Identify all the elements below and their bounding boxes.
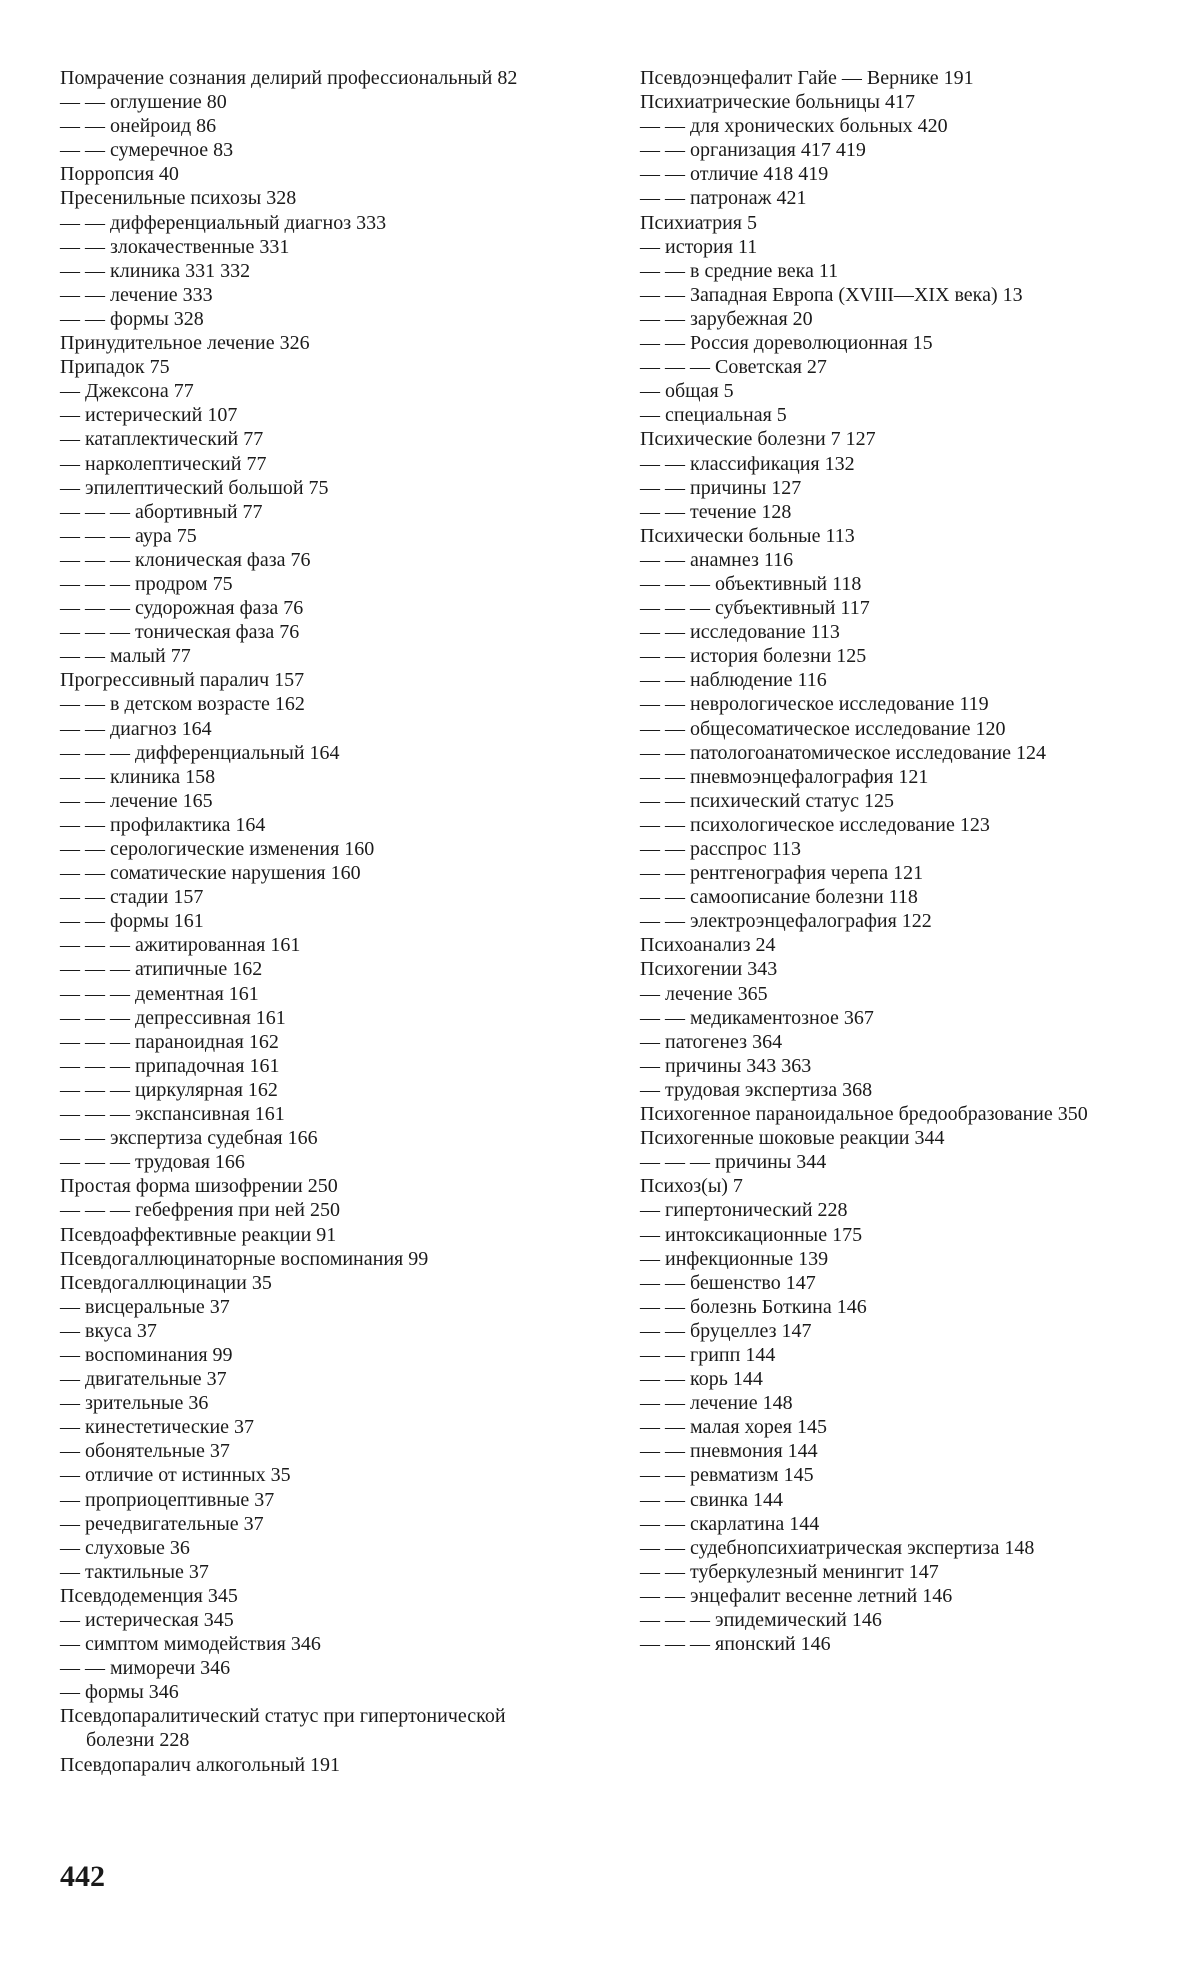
- index-entry: — — лечение 148: [640, 1392, 793, 1415]
- index-entry: — — — причины 344: [640, 1151, 827, 1174]
- index-entry: — нарколептический 77: [60, 452, 267, 475]
- index-entry: — — общесоматическое исследование 120: [640, 717, 1006, 740]
- index-entry: Психогенные шоковые реакции 344: [640, 1127, 945, 1150]
- index-entry: — отличие от истинных 35: [60, 1464, 291, 1487]
- index-entry: — — — параноидная 162: [60, 1030, 279, 1053]
- index-entry: — — малый 77: [60, 645, 191, 668]
- index-entry: — — — трудовая 166: [60, 1151, 245, 1174]
- left-index-column: [60, 66, 550, 1777]
- index-entry: — — — атипичные 162: [60, 958, 263, 981]
- index-entry: — слуховые 36: [60, 1536, 190, 1559]
- index-entry: — патогенез 364: [640, 1030, 783, 1053]
- index-entry: — история 11: [640, 235, 758, 258]
- index-entry: — — скарлатина 144: [640, 1512, 820, 1535]
- index-entry: — — судебнопсихиатрическая экспертиза 148: [640, 1536, 1035, 1559]
- index-entry: — — пневмония 144: [640, 1440, 818, 1463]
- index-entry: — лечение 365: [640, 982, 768, 1005]
- index-entry: — — зарубежная 20: [640, 307, 813, 330]
- index-entry: — — электроэнцефалография 122: [640, 910, 932, 933]
- index-entry: — — лечение 333: [60, 283, 213, 306]
- index-entry: Психоанализ 24: [640, 934, 776, 957]
- index-entry: — — патронаж 421: [640, 187, 807, 210]
- index-entry: — висцеральные 37: [60, 1295, 230, 1318]
- index-entry: — — — циркулярная 162: [60, 1078, 278, 1101]
- index-entry: — — клиника 158: [60, 765, 216, 788]
- index-entry: Пресенильные психозы 328: [60, 187, 297, 210]
- index-entry: — зрительные 36: [60, 1392, 209, 1415]
- index-entry: — трудовая экспертиза 368: [640, 1078, 873, 1101]
- index-entry: — — свинка 144: [640, 1488, 784, 1511]
- index-entry: — — формы 328: [60, 307, 204, 330]
- index-entry: Псевдогаллюцинаторные воспоминания 99: [60, 1247, 429, 1270]
- index-entry: — — бруцеллез 147: [640, 1319, 812, 1342]
- index-entry: — — онейроид 86: [60, 115, 217, 138]
- index-entry: — кинестетические 37: [60, 1416, 255, 1439]
- index-entry: — — — клоническая фаза 76: [60, 548, 311, 571]
- index-entry: — — — эпидемический 146: [640, 1609, 882, 1631]
- index-entry: Помрачение сознания делирий профессиональный 82: [60, 67, 518, 89]
- index-entry: — — Россия дореволюционная 15: [640, 332, 933, 355]
- index-entry: — — отличие 418 419: [640, 163, 829, 186]
- index-entry: Псевдопаралитический статус при гипертонической болезни 228: [60, 1705, 506, 1752]
- index-entry: — Джексона 77: [60, 380, 194, 403]
- index-entry: — — туберкулезный менингит 147: [640, 1560, 939, 1583]
- index-entry: — — — дифференциальный 164: [60, 741, 340, 764]
- index-entry: — — — дементная 161: [60, 982, 259, 1005]
- index-entry: — — — объективный 118: [640, 572, 862, 595]
- index-entry: — — диагноз 164: [60, 717, 212, 740]
- index-entry: — речедвигательные 37: [60, 1512, 264, 1535]
- index-entry: — — наблюдение 116: [640, 669, 827, 692]
- index-entry: — воспоминания 99: [60, 1343, 233, 1366]
- index-entry: — истерический 107: [60, 404, 238, 427]
- index-entry: — обонятельные 37: [60, 1440, 230, 1463]
- index-entry: Психически больные 113: [640, 524, 855, 547]
- index-entry: Психогении 343: [640, 958, 778, 981]
- index-entry: — — в детском возрасте 162: [60, 693, 305, 716]
- index-entry: — — злокачественные 331: [60, 235, 290, 258]
- index-entry: — — течение 128: [640, 500, 792, 523]
- index-entry: — проприоцептивные 37: [60, 1488, 275, 1511]
- index-entry: — — исследование 113: [640, 621, 840, 644]
- index-entry: — — корь 144: [640, 1368, 763, 1391]
- index-entry: Психогенное параноидальное бредообразование 350: [640, 1103, 1088, 1126]
- index-entry: — — ревматизм 145: [640, 1464, 814, 1487]
- index-entry: — эпилептический большой 75: [60, 476, 329, 499]
- index-entry: — — причины 127: [640, 476, 802, 499]
- index-entry: — двигательные 37: [60, 1368, 227, 1391]
- index-entry: — — патологоанатомическое исследование 124: [640, 741, 1047, 764]
- index-entry: — причины 343 363: [640, 1054, 812, 1077]
- right-index-column: [640, 66, 1130, 1656]
- index-entry: — — — Советская 27: [640, 356, 827, 379]
- index-entry: — — малая хорея 145: [640, 1416, 827, 1439]
- index-entry: — специальная 5: [640, 404, 787, 427]
- index-entry: — — — тоническая фаза 76: [60, 621, 300, 644]
- index-entry: — — профилактика 164: [60, 813, 266, 836]
- index-entry: Простая форма шизофрении 250: [60, 1175, 338, 1198]
- index-entry: Принудительное лечение 326: [60, 332, 310, 355]
- index-entry: — — организация 417 419: [640, 139, 866, 162]
- index-entry: — — — абортивный 77: [60, 500, 263, 523]
- index-entry: — — для хронических больных 420: [640, 115, 948, 138]
- index-entry: — — — субъективный 117: [640, 597, 870, 620]
- index-entry: — — медикаментозное 367: [640, 1006, 874, 1029]
- index-entry: Псевдодеменция 345: [60, 1584, 238, 1607]
- index-entry: — — экспертиза судебная 166: [60, 1127, 318, 1150]
- index-entry: Психические болезни 7 127: [640, 428, 876, 451]
- index-entry: — — — депрессивная 161: [60, 1006, 286, 1029]
- index-entry: — инфекционные 139: [640, 1247, 829, 1270]
- index-entry: Псевдопаралич алкогольный 191: [60, 1753, 341, 1776]
- index-entry: — тактильные 37: [60, 1560, 209, 1583]
- index-entry: — — Западная Европа (XVIII—XIX века) 13: [640, 283, 1023, 306]
- index-entry: — — — припадочная 161: [60, 1054, 280, 1077]
- index-entry: — — формы 161: [60, 910, 204, 933]
- index-entry: — — — продром 75: [60, 572, 233, 595]
- index-entry: Прогрессивный паралич 157: [60, 669, 305, 692]
- page-number: 442: [60, 1860, 105, 1893]
- index-entry: — — пневмоэнцефалография 121: [640, 765, 929, 788]
- index-entry: Припадок 75: [60, 356, 170, 379]
- index-entry: — интоксикационные 175: [640, 1223, 863, 1246]
- index-entry: Псевдоаффективные реакции 91: [60, 1223, 337, 1246]
- index-entry: — — бешенство 147: [640, 1271, 816, 1294]
- index-entry: — — рентгенография черепа 121: [640, 862, 924, 885]
- index-entry: — — — ажитированная 161: [60, 934, 301, 957]
- index-entry: — — стадии 157: [60, 886, 204, 909]
- index-entry: — — — аура 75: [60, 524, 197, 547]
- index-entry: — — психический статус 125: [640, 789, 894, 812]
- index-entry: — — классификация 132: [640, 452, 855, 475]
- index-entry: — — в средние века 11: [640, 259, 839, 282]
- index-entry: — — психологическое исследование 123: [640, 813, 990, 836]
- index-entry: — — — японский 146: [640, 1633, 831, 1656]
- index-entry: — — сумеречное 83: [60, 139, 234, 162]
- index-entry: Порропсия 40: [60, 163, 179, 186]
- index-entry: — — клиника 331 332: [60, 259, 251, 282]
- index-entry: — гипертонический 228: [640, 1199, 848, 1222]
- index-entry: Псевдоэнцефалит Гайе — Вернике 191: [640, 67, 974, 89]
- index-entry: Психиатрия 5: [640, 211, 757, 234]
- index-entry: — формы 346: [60, 1681, 179, 1704]
- index-entry: — вкуса 37: [60, 1319, 157, 1342]
- index-entry: — — — экспансивная 161: [60, 1103, 285, 1126]
- index-entry: — — — судорожная фаза 76: [60, 597, 304, 620]
- index-entry: — — грипп 144: [640, 1343, 776, 1366]
- index-entry: — — болезнь Боткина 146: [640, 1295, 867, 1318]
- index-entry: — катаплектический 77: [60, 428, 264, 451]
- index-entry: — симптом мимодействия 346: [60, 1633, 321, 1656]
- index-entry: — — энцефалит весенне летний 146: [640, 1584, 953, 1607]
- index-entry: — — неврологическое исследование 119: [640, 693, 989, 716]
- index-entry: — общая 5: [640, 380, 734, 403]
- index-entry: — — расспрос 113: [640, 838, 801, 860]
- index-entry: — истерическая 345: [60, 1609, 234, 1631]
- index-entry: — — соматические нарушения 160: [60, 862, 361, 885]
- index-entry: — — оглушение 80: [60, 91, 227, 114]
- index-entry: Психиатрические больницы 417: [640, 91, 915, 114]
- index-entry: — — дифференциальный диагноз 333: [60, 211, 387, 234]
- index-entry: — — лечение 165: [60, 789, 213, 812]
- index-entry: — — — гебефрения при ней 250: [60, 1199, 340, 1222]
- index-entry: — — история болезни 125: [640, 645, 867, 668]
- index-entry: Психоз(ы) 7: [640, 1175, 743, 1198]
- index-entry: — — самоописание болезни 118: [640, 886, 918, 909]
- index-entry: — — миморечи 346: [60, 1657, 231, 1680]
- index-entry: — — анамнез 116: [640, 548, 794, 571]
- index-entry: — — серологические изменения 160: [60, 838, 375, 860]
- index-entry: Псевдогаллюцинации 35: [60, 1271, 272, 1294]
